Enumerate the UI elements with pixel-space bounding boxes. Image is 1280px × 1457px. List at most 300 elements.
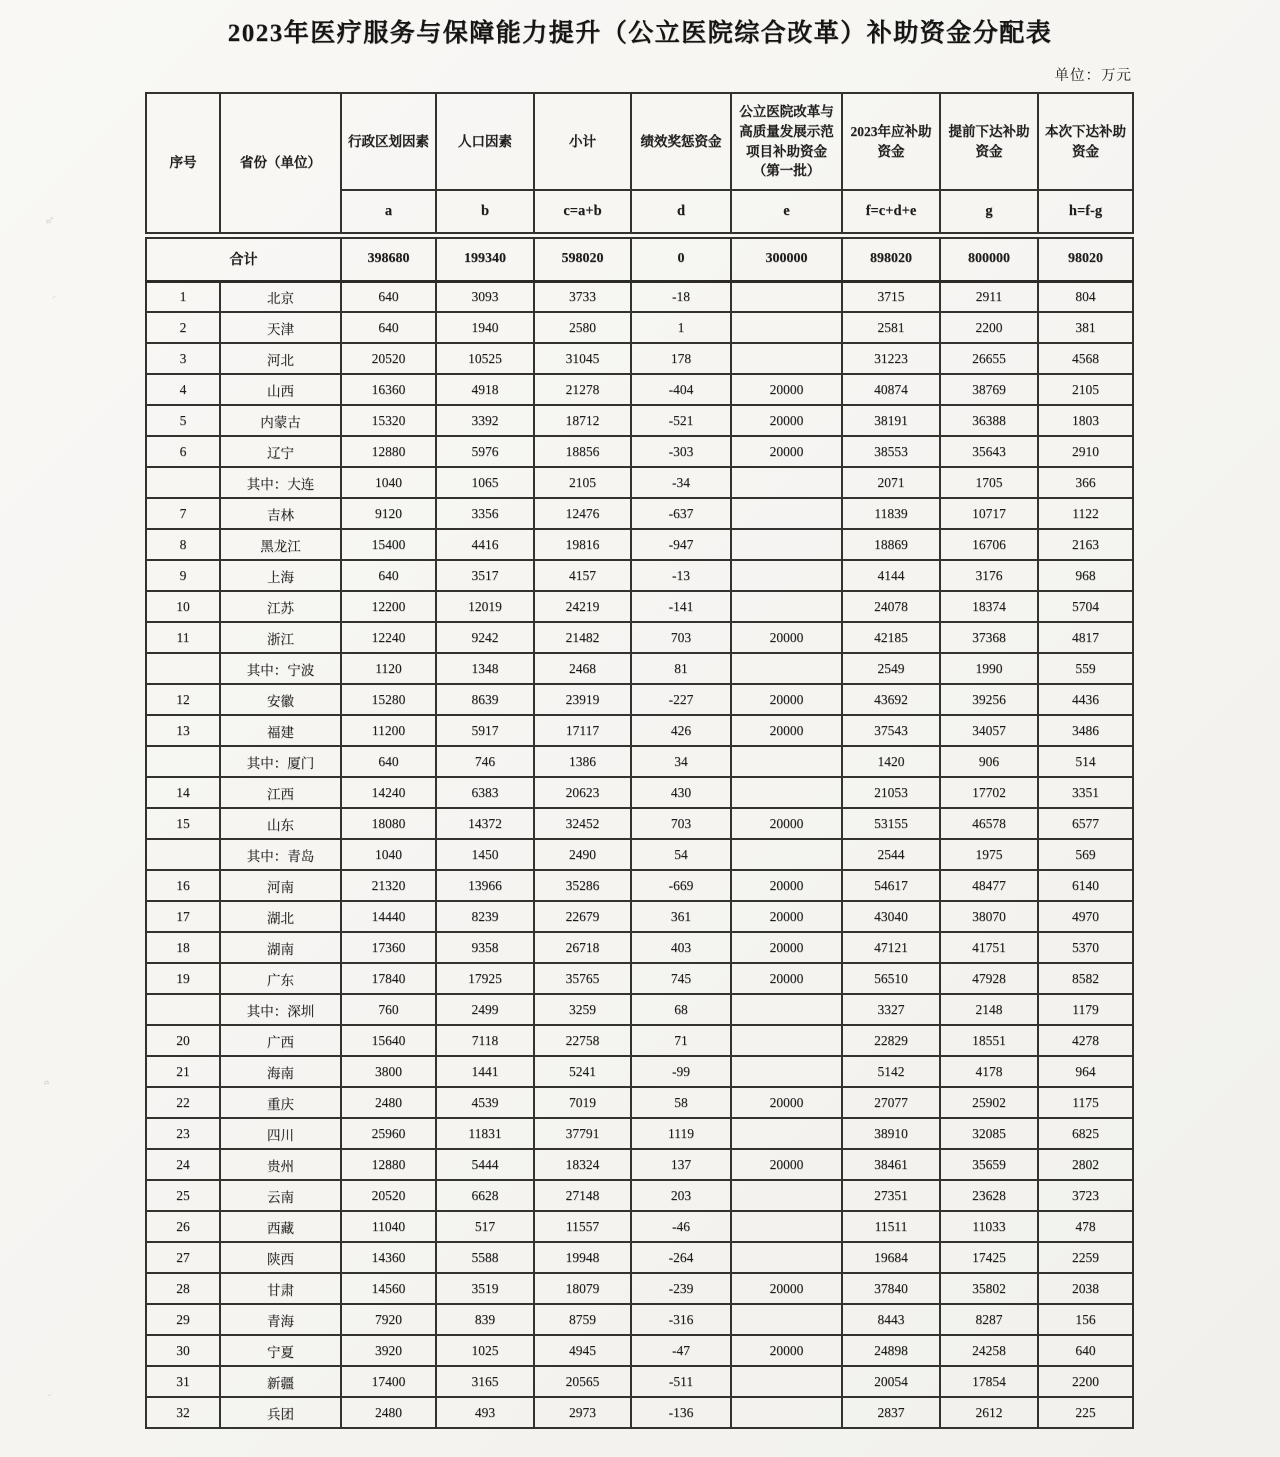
cell-h: 964 bbox=[1038, 1056, 1133, 1087]
header-col-h: 本次下达补助资金 bbox=[1038, 93, 1133, 190]
formula-a: a bbox=[341, 190, 436, 235]
cell-seq: 9 bbox=[146, 560, 220, 591]
cell-b: 6383 bbox=[436, 777, 534, 808]
table-subrow bbox=[146, 994, 1133, 1025]
cell-seq: 8 bbox=[146, 529, 220, 560]
cell-seq: 30 bbox=[146, 1335, 220, 1366]
table-row bbox=[146, 312, 1133, 343]
cell-province: 湖北 bbox=[220, 901, 341, 932]
cell-c: 8759 bbox=[534, 1304, 631, 1335]
table-row bbox=[146, 374, 1133, 405]
cell-g: 17702 bbox=[940, 777, 1038, 808]
cell-h: 8582 bbox=[1038, 963, 1133, 994]
cell-h: 2105 bbox=[1038, 374, 1133, 405]
cell-seq bbox=[146, 653, 220, 684]
table-row bbox=[146, 1087, 1133, 1118]
cell-a: 15640 bbox=[341, 1025, 436, 1056]
cell-b: 3517 bbox=[436, 560, 534, 591]
cell-c: 2105 bbox=[534, 467, 631, 498]
cell-e bbox=[731, 777, 842, 808]
cell-c: 22679 bbox=[534, 901, 631, 932]
formula-g: g bbox=[940, 190, 1038, 235]
cell-c: 26718 bbox=[534, 932, 631, 963]
cell-seq: 19 bbox=[146, 963, 220, 994]
cell-a: 14440 bbox=[341, 901, 436, 932]
cell-b: 5444 bbox=[436, 1149, 534, 1180]
cell-h: 4970 bbox=[1038, 901, 1133, 932]
total-value-b: 199340 bbox=[436, 235, 534, 281]
cell-c: 18079 bbox=[534, 1273, 631, 1304]
cell-b: 3519 bbox=[436, 1273, 534, 1304]
cell-c: 31045 bbox=[534, 343, 631, 374]
cell-seq: 23 bbox=[146, 1118, 220, 1149]
table-row bbox=[146, 281, 1133, 312]
table-row bbox=[146, 1118, 1133, 1149]
allocation-table bbox=[145, 92, 1134, 1429]
cell-g: 11033 bbox=[940, 1211, 1038, 1242]
cell-a: 640 bbox=[341, 281, 436, 312]
total-value-h: 98020 bbox=[1038, 235, 1133, 281]
cell-b: 493 bbox=[436, 1397, 534, 1428]
total-value-a: 398680 bbox=[341, 235, 436, 281]
cell-province: 广西 bbox=[220, 1025, 341, 1056]
cell-f: 43040 bbox=[842, 901, 940, 932]
cell-b: 5588 bbox=[436, 1242, 534, 1273]
total-value-d: 0 bbox=[631, 235, 731, 281]
cell-f: 2071 bbox=[842, 467, 940, 498]
cell-d: 81 bbox=[631, 653, 731, 684]
cell-g: 2148 bbox=[940, 994, 1038, 1025]
formula-c: c=a+b bbox=[534, 190, 631, 235]
cell-f: 37543 bbox=[842, 715, 940, 746]
cell-h: 2200 bbox=[1038, 1366, 1133, 1397]
cell-e bbox=[731, 1242, 842, 1273]
cell-d: 137 bbox=[631, 1149, 731, 1180]
cell-province: 其中：青岛 bbox=[220, 839, 341, 870]
scan-artifact: ≈ bbox=[42, 1077, 52, 1090]
cell-c: 7019 bbox=[534, 1087, 631, 1118]
cell-province: 湖南 bbox=[220, 932, 341, 963]
formula-h: h=f-g bbox=[1038, 190, 1133, 235]
cell-a: 7920 bbox=[341, 1304, 436, 1335]
cell-e: 20000 bbox=[731, 870, 842, 901]
cell-h: 2038 bbox=[1038, 1273, 1133, 1304]
cell-a: 3800 bbox=[341, 1056, 436, 1087]
header-col-a: 行政区划因素 bbox=[341, 93, 436, 190]
header-row bbox=[146, 93, 1133, 190]
cell-f: 8443 bbox=[842, 1304, 940, 1335]
cell-e bbox=[731, 529, 842, 560]
cell-h: 4278 bbox=[1038, 1025, 1133, 1056]
cell-c: 11557 bbox=[534, 1211, 631, 1242]
cell-a: 3920 bbox=[341, 1335, 436, 1366]
table-row bbox=[146, 1149, 1133, 1180]
cell-h: 6140 bbox=[1038, 870, 1133, 901]
cell-d: 203 bbox=[631, 1180, 731, 1211]
cell-b: 11831 bbox=[436, 1118, 534, 1149]
cell-c: 2580 bbox=[534, 312, 631, 343]
cell-d: -947 bbox=[631, 529, 731, 560]
cell-seq: 12 bbox=[146, 684, 220, 715]
cell-f: 38910 bbox=[842, 1118, 940, 1149]
cell-e bbox=[731, 467, 842, 498]
cell-c: 20623 bbox=[534, 777, 631, 808]
cell-seq: 10 bbox=[146, 591, 220, 622]
cell-b: 839 bbox=[436, 1304, 534, 1335]
table-row bbox=[146, 498, 1133, 529]
cell-province: 江苏 bbox=[220, 591, 341, 622]
cell-a: 20520 bbox=[341, 343, 436, 374]
cell-d: 426 bbox=[631, 715, 731, 746]
cell-province: 天津 bbox=[220, 312, 341, 343]
cell-e: 20000 bbox=[731, 1335, 842, 1366]
cell-d: 1119 bbox=[631, 1118, 731, 1149]
cell-d: -239 bbox=[631, 1273, 731, 1304]
cell-d: -521 bbox=[631, 405, 731, 436]
cell-a: 18080 bbox=[341, 808, 436, 839]
cell-e bbox=[731, 1180, 842, 1211]
cell-f: 2837 bbox=[842, 1397, 940, 1428]
cell-a: 12880 bbox=[341, 1149, 436, 1180]
cell-b: 4416 bbox=[436, 529, 534, 560]
cell-c: 3259 bbox=[534, 994, 631, 1025]
cell-d: 68 bbox=[631, 994, 731, 1025]
cell-province: 江西 bbox=[220, 777, 341, 808]
cell-e bbox=[731, 1397, 842, 1428]
cell-a: 12240 bbox=[341, 622, 436, 653]
cell-seq: 24 bbox=[146, 1149, 220, 1180]
cell-seq: 13 bbox=[146, 715, 220, 746]
cell-g: 18551 bbox=[940, 1025, 1038, 1056]
cell-a: 17360 bbox=[341, 932, 436, 963]
cell-b: 8239 bbox=[436, 901, 534, 932]
cell-b: 7118 bbox=[436, 1025, 534, 1056]
cell-c: 19816 bbox=[534, 529, 631, 560]
cell-seq: 21 bbox=[146, 1056, 220, 1087]
cell-e: 20000 bbox=[731, 622, 842, 653]
cell-c: 20565 bbox=[534, 1366, 631, 1397]
header-col-d: 绩效奖惩资金 bbox=[631, 93, 731, 190]
table-subrow bbox=[146, 746, 1133, 777]
cell-f: 47121 bbox=[842, 932, 940, 963]
cell-c: 27148 bbox=[534, 1180, 631, 1211]
cell-c: 21278 bbox=[534, 374, 631, 405]
header-seq: 序号 bbox=[146, 93, 220, 235]
cell-province: 陕西 bbox=[220, 1242, 341, 1273]
cell-c: 18712 bbox=[534, 405, 631, 436]
cell-d: -637 bbox=[631, 498, 731, 529]
cell-seq: 7 bbox=[146, 498, 220, 529]
cell-e: 20000 bbox=[731, 684, 842, 715]
cell-province: 四川 bbox=[220, 1118, 341, 1149]
cell-province: 新疆 bbox=[220, 1366, 341, 1397]
cell-f: 27077 bbox=[842, 1087, 940, 1118]
cell-a: 640 bbox=[341, 312, 436, 343]
cell-a: 15280 bbox=[341, 684, 436, 715]
cell-province: 其中：大连 bbox=[220, 467, 341, 498]
cell-province: 贵州 bbox=[220, 1149, 341, 1180]
cell-f: 43692 bbox=[842, 684, 940, 715]
cell-province: 云南 bbox=[220, 1180, 341, 1211]
cell-a: 9120 bbox=[341, 498, 436, 529]
cell-province: 吉林 bbox=[220, 498, 341, 529]
table-row bbox=[146, 1335, 1133, 1366]
cell-g: 38070 bbox=[940, 901, 1038, 932]
cell-g: 35643 bbox=[940, 436, 1038, 467]
total-label: 合计 bbox=[146, 235, 341, 281]
cell-c: 18324 bbox=[534, 1149, 631, 1180]
scan-artifact: ⁻ bbox=[46, 1391, 56, 1404]
cell-h: 559 bbox=[1038, 653, 1133, 684]
total-value-g: 800000 bbox=[940, 235, 1038, 281]
cell-d: -669 bbox=[631, 870, 731, 901]
cell-h: 381 bbox=[1038, 312, 1133, 343]
cell-province: 河北 bbox=[220, 343, 341, 374]
cell-g: 25902 bbox=[940, 1087, 1038, 1118]
table-row bbox=[146, 777, 1133, 808]
cell-g: 906 bbox=[940, 746, 1038, 777]
cell-e bbox=[731, 281, 842, 312]
cell-e bbox=[731, 746, 842, 777]
unit-note: 单位：万元 bbox=[1054, 68, 1132, 84]
cell-d: 703 bbox=[631, 622, 731, 653]
cell-e: 20000 bbox=[731, 808, 842, 839]
formula-f: f=c+d+e bbox=[842, 190, 940, 235]
cell-g: 8287 bbox=[940, 1304, 1038, 1335]
table-row bbox=[146, 1025, 1133, 1056]
cell-seq: 28 bbox=[146, 1273, 220, 1304]
cell-c: 4157 bbox=[534, 560, 631, 591]
cell-a: 640 bbox=[341, 746, 436, 777]
cell-h: 366 bbox=[1038, 467, 1133, 498]
header-col-c: 小计 bbox=[534, 93, 631, 190]
cell-f: 24898 bbox=[842, 1335, 940, 1366]
cell-province: 海南 bbox=[220, 1056, 341, 1087]
cell-c: 19948 bbox=[534, 1242, 631, 1273]
cell-b: 1065 bbox=[436, 467, 534, 498]
cell-b: 14372 bbox=[436, 808, 534, 839]
table-row bbox=[146, 963, 1133, 994]
table-row bbox=[146, 1242, 1133, 1273]
cell-d: 403 bbox=[631, 932, 731, 963]
cell-seq: 2 bbox=[146, 312, 220, 343]
cell-g: 37368 bbox=[940, 622, 1038, 653]
cell-h: 2802 bbox=[1038, 1149, 1133, 1180]
cell-seq: 15 bbox=[146, 808, 220, 839]
cell-c: 5241 bbox=[534, 1056, 631, 1087]
scan-artifact: ⁻ bbox=[50, 293, 60, 306]
cell-province: 其中：深圳 bbox=[220, 994, 341, 1025]
cell-b: 12019 bbox=[436, 591, 534, 622]
table-row bbox=[146, 1366, 1133, 1397]
header-province: 省份（单位） bbox=[220, 93, 341, 235]
cell-g: 35802 bbox=[940, 1273, 1038, 1304]
cell-b: 4918 bbox=[436, 374, 534, 405]
formula-b: b bbox=[436, 190, 534, 235]
cell-g: 4178 bbox=[940, 1056, 1038, 1087]
cell-f: 38191 bbox=[842, 405, 940, 436]
cell-e bbox=[731, 312, 842, 343]
cell-c: 4945 bbox=[534, 1335, 631, 1366]
cell-d: -13 bbox=[631, 560, 731, 591]
cell-e bbox=[731, 653, 842, 684]
cell-a: 15400 bbox=[341, 529, 436, 560]
table-row bbox=[146, 1211, 1133, 1242]
cell-seq: 4 bbox=[146, 374, 220, 405]
cell-d: 703 bbox=[631, 808, 731, 839]
table-subrow bbox=[146, 653, 1133, 684]
cell-g: 36388 bbox=[940, 405, 1038, 436]
cell-d: -404 bbox=[631, 374, 731, 405]
cell-e bbox=[731, 343, 842, 374]
cell-h: 514 bbox=[1038, 746, 1133, 777]
cell-f: 3327 bbox=[842, 994, 940, 1025]
cell-e bbox=[731, 1211, 842, 1242]
cell-f: 38553 bbox=[842, 436, 940, 467]
table-row bbox=[146, 529, 1133, 560]
cell-h: 3723 bbox=[1038, 1180, 1133, 1211]
cell-d: -34 bbox=[631, 467, 731, 498]
cell-c: 2490 bbox=[534, 839, 631, 870]
cell-c: 22758 bbox=[534, 1025, 631, 1056]
cell-h: 3486 bbox=[1038, 715, 1133, 746]
cell-h: 156 bbox=[1038, 1304, 1133, 1335]
cell-seq: 29 bbox=[146, 1304, 220, 1335]
cell-d: -303 bbox=[631, 436, 731, 467]
cell-a: 14360 bbox=[341, 1242, 436, 1273]
cell-a: 14560 bbox=[341, 1273, 436, 1304]
cell-c: 23919 bbox=[534, 684, 631, 715]
cell-b: 3392 bbox=[436, 405, 534, 436]
cell-b: 13966 bbox=[436, 870, 534, 901]
cell-g: 39256 bbox=[940, 684, 1038, 715]
cell-a: 16360 bbox=[341, 374, 436, 405]
cell-h: 6825 bbox=[1038, 1118, 1133, 1149]
cell-province: 辽宁 bbox=[220, 436, 341, 467]
cell-province: 山东 bbox=[220, 808, 341, 839]
cell-f: 18869 bbox=[842, 529, 940, 560]
cell-seq: 22 bbox=[146, 1087, 220, 1118]
cell-e bbox=[731, 591, 842, 622]
cell-province: 黑龙江 bbox=[220, 529, 341, 560]
cell-b: 1025 bbox=[436, 1335, 534, 1366]
cell-b: 3165 bbox=[436, 1366, 534, 1397]
table-row bbox=[146, 870, 1133, 901]
cell-c: 21482 bbox=[534, 622, 631, 653]
cell-d: -264 bbox=[631, 1242, 731, 1273]
cell-b: 1441 bbox=[436, 1056, 534, 1087]
cell-seq: 20 bbox=[146, 1025, 220, 1056]
cell-h: 4817 bbox=[1038, 622, 1133, 653]
cell-f: 20054 bbox=[842, 1366, 940, 1397]
cell-e bbox=[731, 560, 842, 591]
cell-e: 20000 bbox=[731, 1273, 842, 1304]
cell-a: 2480 bbox=[341, 1087, 436, 1118]
cell-h: 804 bbox=[1038, 281, 1133, 312]
cell-b: 9358 bbox=[436, 932, 534, 963]
cell-d: 745 bbox=[631, 963, 731, 994]
cell-a: 1120 bbox=[341, 653, 436, 684]
cell-g: 16706 bbox=[940, 529, 1038, 560]
table-row bbox=[146, 591, 1133, 622]
cell-d: 361 bbox=[631, 901, 731, 932]
page-title: 2023年医疗服务与保障能力提升（公立医院综合改革）补助资金分配表 bbox=[227, 20, 1053, 47]
cell-province: 安徽 bbox=[220, 684, 341, 715]
cell-f: 3715 bbox=[842, 281, 940, 312]
table-row bbox=[146, 436, 1133, 467]
cell-b: 1940 bbox=[436, 312, 534, 343]
cell-a: 12880 bbox=[341, 436, 436, 467]
cell-c: 2973 bbox=[534, 1397, 631, 1428]
cell-b: 1348 bbox=[436, 653, 534, 684]
cell-seq: 26 bbox=[146, 1211, 220, 1242]
cell-seq bbox=[146, 746, 220, 777]
cell-f: 19684 bbox=[842, 1242, 940, 1273]
cell-g: 48477 bbox=[940, 870, 1038, 901]
cell-d: 54 bbox=[631, 839, 731, 870]
cell-h: 2163 bbox=[1038, 529, 1133, 560]
cell-c: 35286 bbox=[534, 870, 631, 901]
cell-a: 20520 bbox=[341, 1180, 436, 1211]
cell-g: 17854 bbox=[940, 1366, 1038, 1397]
table-row bbox=[146, 1397, 1133, 1428]
cell-g: 23628 bbox=[940, 1180, 1038, 1211]
cell-f: 38461 bbox=[842, 1149, 940, 1180]
cell-g: 32085 bbox=[940, 1118, 1038, 1149]
cell-b: 3093 bbox=[436, 281, 534, 312]
cell-g: 34057 bbox=[940, 715, 1038, 746]
table-subrow bbox=[146, 839, 1133, 870]
cell-f: 2549 bbox=[842, 653, 940, 684]
cell-d: -136 bbox=[631, 1397, 731, 1428]
cell-b: 17925 bbox=[436, 963, 534, 994]
cell-b: 4539 bbox=[436, 1087, 534, 1118]
cell-h: 225 bbox=[1038, 1397, 1133, 1428]
cell-e bbox=[731, 498, 842, 529]
table-subrow bbox=[146, 467, 1133, 498]
cell-g: 1705 bbox=[940, 467, 1038, 498]
cell-e bbox=[731, 1025, 842, 1056]
cell-province: 其中：厦门 bbox=[220, 746, 341, 777]
formula-e: e bbox=[731, 190, 842, 235]
cell-b: 2499 bbox=[436, 994, 534, 1025]
cell-a: 17840 bbox=[341, 963, 436, 994]
header-col-e: 公立医院改革与高质量发展示范项目补助资金（第一批） bbox=[731, 93, 842, 190]
cell-e bbox=[731, 1118, 842, 1149]
cell-f: 11839 bbox=[842, 498, 940, 529]
cell-g: 1990 bbox=[940, 653, 1038, 684]
table-row bbox=[146, 405, 1133, 436]
cell-f: 31223 bbox=[842, 343, 940, 374]
cell-g: 35659 bbox=[940, 1149, 1038, 1180]
cell-seq: 6 bbox=[146, 436, 220, 467]
table-row bbox=[146, 622, 1133, 653]
cell-e: 20000 bbox=[731, 1149, 842, 1180]
cell-a: 15320 bbox=[341, 405, 436, 436]
table-row bbox=[146, 715, 1133, 746]
cell-seq: 16 bbox=[146, 870, 220, 901]
cell-a: 12200 bbox=[341, 591, 436, 622]
cell-f: 21053 bbox=[842, 777, 940, 808]
scan-artifact: ≈ʻ bbox=[44, 214, 57, 229]
table-row bbox=[146, 1180, 1133, 1211]
cell-a: 11040 bbox=[341, 1211, 436, 1242]
cell-seq bbox=[146, 467, 220, 498]
cell-e: 20000 bbox=[731, 932, 842, 963]
cell-seq: 1 bbox=[146, 281, 220, 312]
cell-b: 9242 bbox=[436, 622, 534, 653]
cell-e bbox=[731, 994, 842, 1025]
